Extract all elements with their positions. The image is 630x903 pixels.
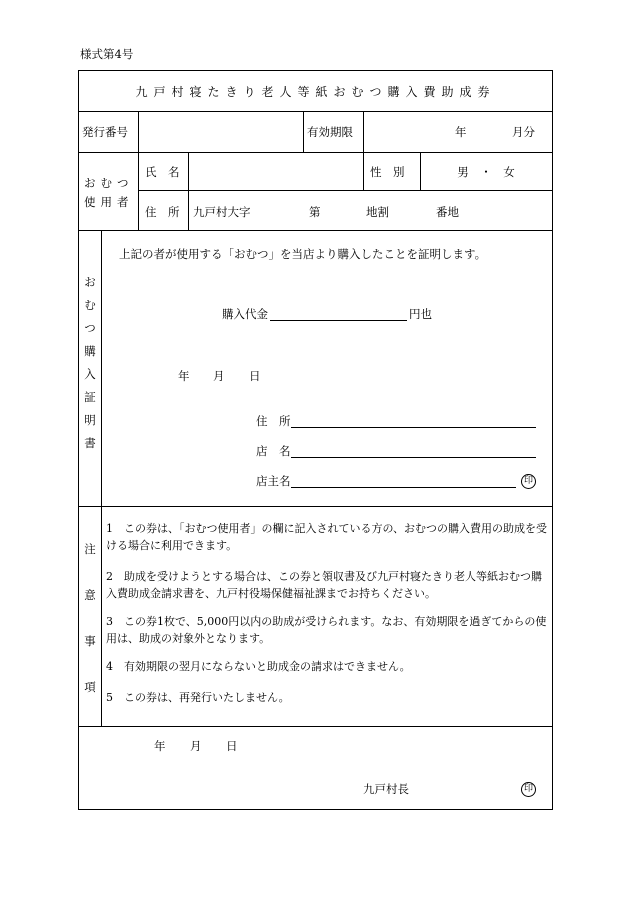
vertical-char: 項 (84, 680, 96, 694)
store-seal-mark: 印 (521, 474, 536, 489)
divider (363, 152, 364, 190)
price-field[interactable] (270, 320, 407, 321)
certificate-statement: 上記の者が使用する「おむつ」を当店より購入したことを証明します。 (119, 247, 487, 261)
issue-date-year: 年 (154, 739, 166, 753)
divider (79, 230, 552, 231)
certificate-vertical-title (83, 275, 97, 459)
store-owner-field[interactable] (291, 487, 516, 488)
vertical-char: 注 (84, 542, 96, 556)
store-name-label: 店 名 (256, 444, 291, 458)
divider (101, 230, 102, 726)
address-dai: 第 (309, 205, 321, 219)
user-section-label-2: 使用者 (84, 195, 134, 209)
vertical-char: 書 (84, 436, 96, 450)
vertical-char: 事 (84, 634, 96, 648)
cert-date-year: 年 (178, 369, 190, 383)
vertical-char: む (84, 298, 96, 312)
issue-date-day: 日 (226, 739, 238, 753)
vertical-char: 入 (84, 367, 96, 381)
issue-date-month: 月 (190, 739, 202, 753)
note-item: 2 助成を受けようとする場合は、この券と領収書及び九戸村寝たきり老人等紙おむつ購入費助成金請求書を、九戸村役場保健福祉課までお持ちください。 (106, 570, 542, 600)
cert-date-month: 月 (213, 369, 225, 383)
vertical-char: 意 (84, 588, 96, 602)
store-owner-label: 店主名 (256, 474, 291, 488)
name-field[interactable] (190, 154, 361, 188)
divider (79, 726, 552, 727)
price-label: 購入代金 (222, 307, 268, 321)
address-label: 住 所 (145, 205, 180, 219)
divider (138, 111, 139, 230)
note-item: 4 有効期限の翌月にならないと助成金の請求はできません。 (106, 660, 411, 673)
vertical-char: 明 (84, 413, 96, 427)
user-section-label-1: おむつ (84, 176, 134, 190)
name-label: 氏 名 (145, 165, 180, 179)
store-address-field[interactable] (291, 427, 536, 428)
form-number: 様式第4号 (80, 47, 134, 61)
address-village: 九戸村大字 (193, 205, 251, 219)
validity-year: 年 (455, 125, 467, 139)
vertical-char: お (84, 275, 96, 289)
gender-label: 性 別 (370, 165, 405, 179)
cert-date-day: 日 (249, 369, 261, 383)
note-item: 1 この券は、「おむつ使用者」の欄に記入されている方の、おむつの購入費用の助成を受ける場合に利用できます。 (106, 522, 548, 552)
note-item: 3 この券1枚で、5,000円以内の助成が受けられます。なお、有効期限を過ぎてからの使用は、助成の対象外となります。 (106, 615, 547, 645)
address-chiwari: 地割 (366, 205, 389, 219)
divider (188, 152, 189, 230)
validity-month: 月分 (512, 125, 535, 139)
divider (138, 190, 552, 191)
address-field[interactable] (252, 194, 548, 227)
vertical-char: 証 (84, 390, 96, 404)
form-title: 九戸村寝たきり老人等紙おむつ購入費助成券 (135, 85, 496, 99)
store-address-label: 住 所 (256, 414, 291, 428)
notes-vertical-title (83, 542, 97, 726)
divider (79, 152, 552, 153)
divider (79, 111, 552, 112)
address-banchi: 番地 (436, 205, 459, 219)
mayor-seal-mark: 印 (521, 782, 536, 797)
divider (363, 111, 364, 152)
vertical-char: つ (84, 321, 96, 335)
issue-number-field[interactable] (140, 113, 300, 150)
gender-options[interactable]: 男 ・ 女 (457, 165, 515, 179)
issue-number-label: 発行番号 (82, 125, 128, 139)
vertical-char: 購 (84, 344, 96, 358)
validity-label: 有効期限 (307, 125, 353, 139)
mayor-label: 九戸村長 (363, 782, 409, 796)
divider (79, 506, 552, 507)
store-name-field[interactable] (291, 457, 536, 458)
note-item: 5 この券は、再発行いたしません。 (106, 691, 290, 704)
divider (303, 111, 304, 152)
price-unit: 円也 (409, 307, 432, 321)
